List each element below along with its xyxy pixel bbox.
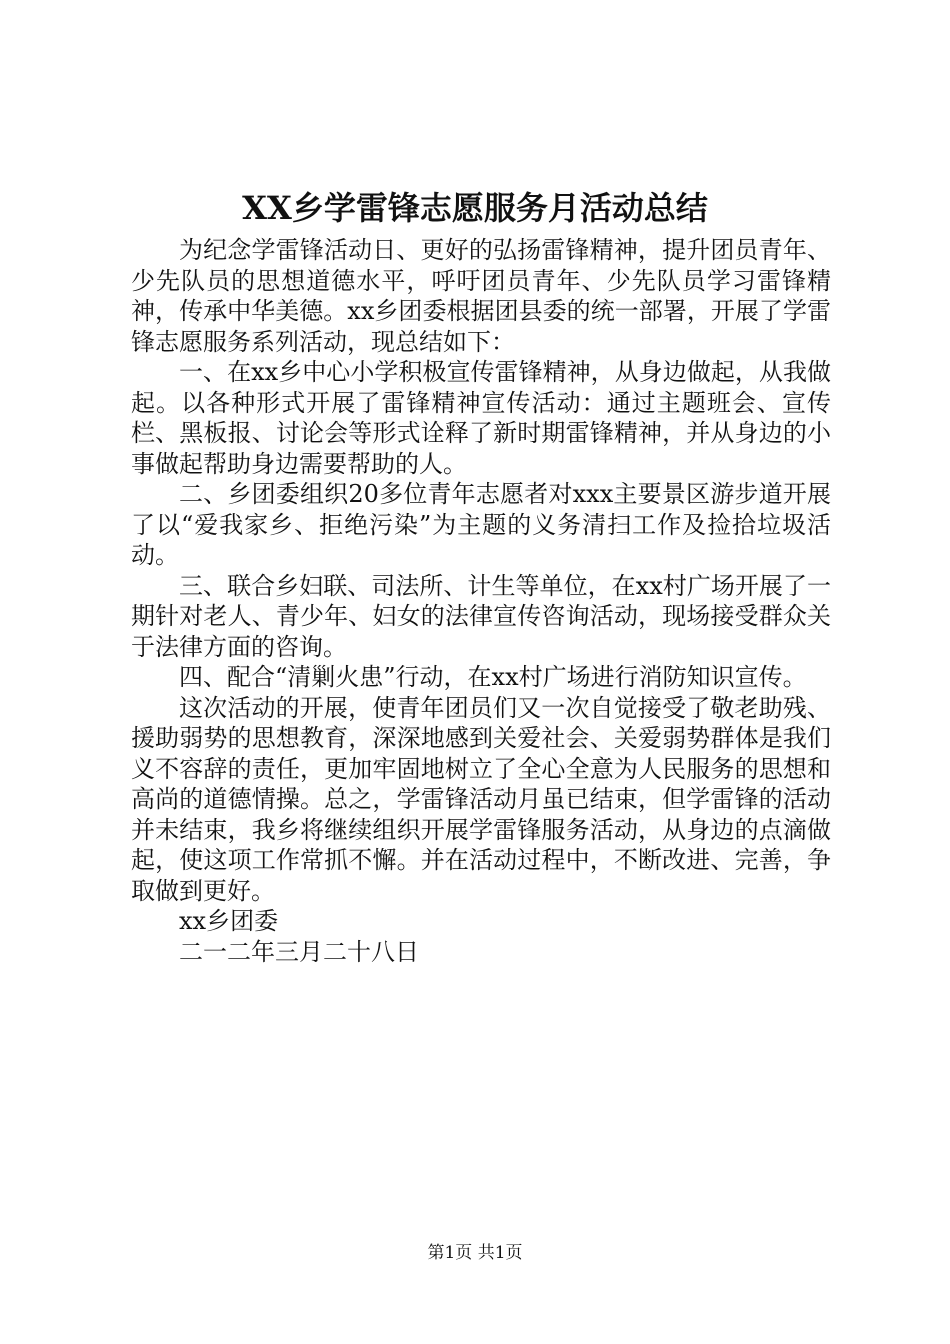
page-footer: 第1页 共1页: [427, 1243, 523, 1263]
paragraph-conclusion: 这次活动的开展，使青年团员们又一次自觉接受了敬老助残、援助弱势的思想教育，深深地感到关爱社会、关爱弱势群体是我们义不容辞的责任，更加牢固地树立了全心全意为人民服务的思想和高尚的道德情操。总之，学雷锋活动月虽已结束，但学雷锋的活动并未结束，我乡将继续组织开展学雷锋服务活动，从身边的点滴做起，使这项工作常抓不懈。并在活动过程中，不断改进、完善，争取做到更好。: [131, 693, 831, 905]
signature: xx乡团委: [179, 907, 279, 935]
paragraph-item-4: 四、配合“清剿火患”行动，在xx村广场进行消防知识宣传。: [179, 663, 807, 691]
paragraph-item-1: 一、在xx乡中心小学积极宣传雷锋精神，从身边做起，从我做起。以各种形式开展了雷锋精神宣传活动：通过主题班会、宣传栏、黑板报、讨论会等形式诠释了新时期雷锋精神，并从身边的小事做起帮助身边需要帮助的人。: [131, 358, 831, 478]
paragraph-item-2: 二、乡团委组织20多位青年志愿者对xxx主要景区游步道开展了以“爱我家乡、拒绝污染”为主题的义务清扫工作及捡拾垃圾活动。: [131, 480, 831, 569]
date: 二一二年三月二十八日: [179, 937, 419, 966]
paragraph-item-3: 三、联合乡妇联、司法所、计生等单位，在xx村广场开展了一期针对老人、青少年、妇女的法律宣传咨询活动，现场接受群众关于法律方面的咨询。: [131, 571, 831, 661]
document-body: [131, 235, 831, 967]
paragraph-intro: 为纪念学雷锋活动日、更好的弘扬雷锋精神，提升团员青年、少先队员的思想道德水平，呼吁团员青年、少先队员学习雷锋精神，传承中华美德。xx乡团委根据团县委的统一部署，开展了学雷锋志愿服务系列活动，现总结如下：: [131, 236, 831, 356]
document-title: XX乡学雷锋志愿服务月活动总结: [242, 189, 708, 227]
